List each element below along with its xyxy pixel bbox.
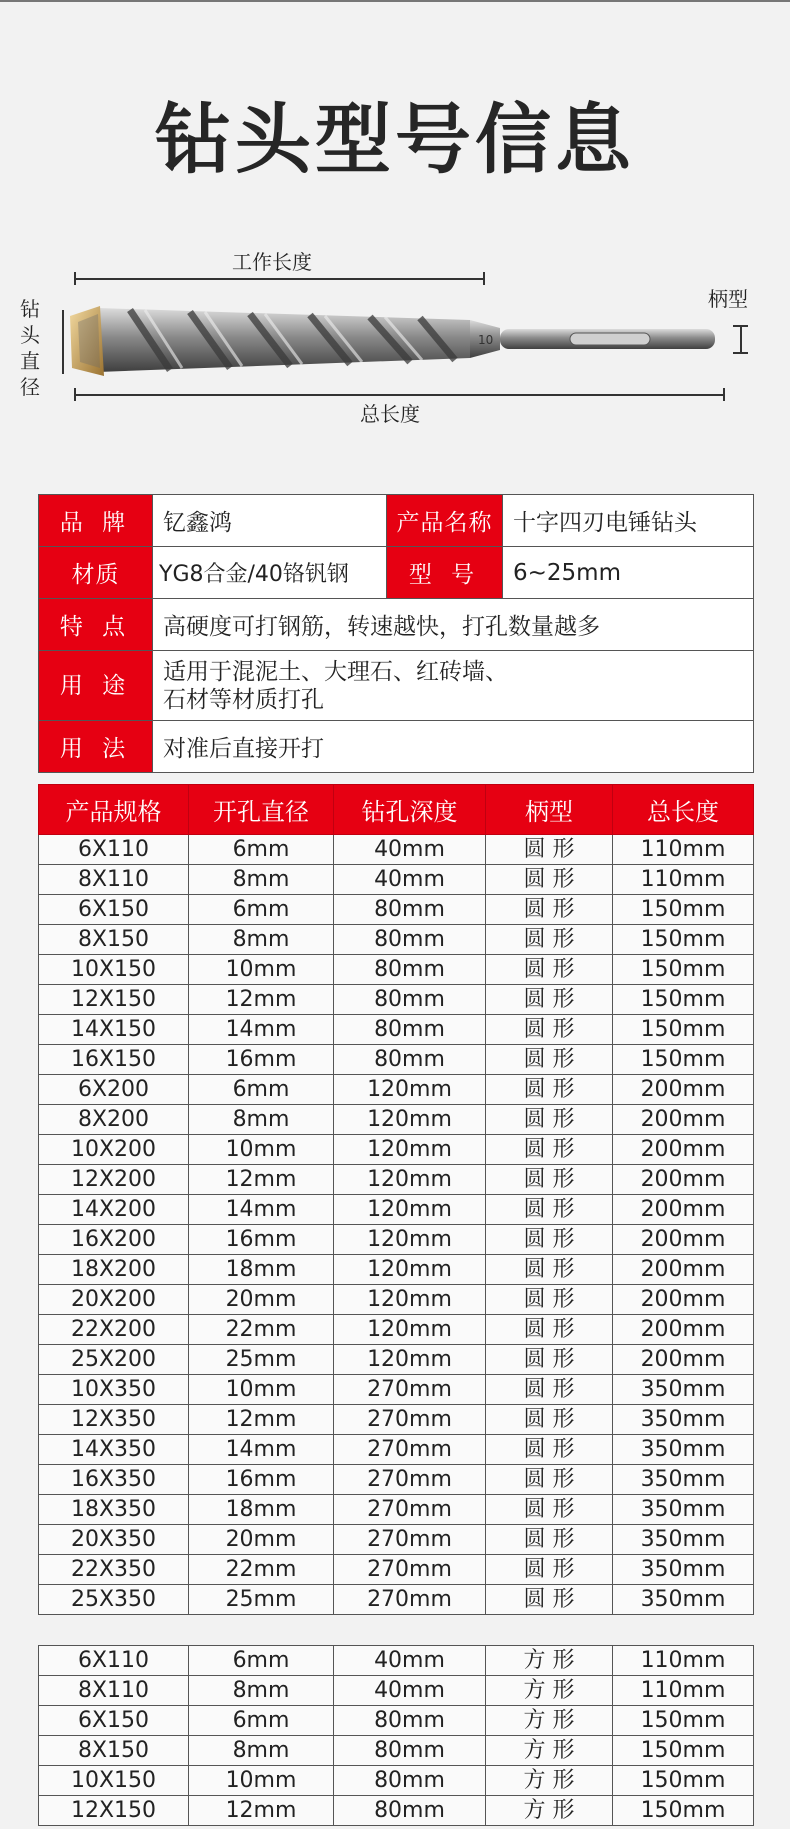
shank-type-cell: 圆 形 — [486, 1225, 613, 1255]
drill-depth-cell: 270mm — [334, 1465, 486, 1495]
hole-diameter-cell: 12mm — [189, 1405, 334, 1435]
drill-depth-cell: 80mm — [334, 955, 486, 985]
shank-type-cell: 圆 形 — [486, 1165, 613, 1195]
spec-cell: 6X150 — [39, 1706, 189, 1736]
table-row — [39, 955, 754, 985]
hole-diameter-cell: 25mm — [189, 1585, 334, 1615]
spec-cell: 8X150 — [39, 925, 189, 955]
spec-cell: 16X150 — [39, 1045, 189, 1075]
shank-type-cell: 圆 形 — [486, 895, 613, 925]
header-shank-type: 柄型 — [486, 785, 613, 835]
total-length-cell: 150mm — [613, 1045, 754, 1075]
total-length-cell: 350mm — [613, 1375, 754, 1405]
drill-depth-cell: 40mm — [334, 865, 486, 895]
hole-diameter-cell: 6mm — [189, 1075, 334, 1105]
table-row — [39, 1555, 754, 1585]
table-row — [39, 1736, 754, 1766]
working-length-tick-right — [483, 272, 485, 285]
total-length-cell: 200mm — [613, 1225, 754, 1255]
total-length-cell: 350mm — [613, 1555, 754, 1585]
table-row — [39, 925, 754, 955]
top-border — [0, 0, 790, 2]
drill-depth-cell: 270mm — [334, 1435, 486, 1465]
shank-type-cell: 圆 形 — [486, 1375, 613, 1405]
spec-cell: 8X200 — [39, 1105, 189, 1135]
hole-diameter-cell: 8mm — [189, 865, 334, 895]
total-length-cell: 200mm — [613, 1345, 754, 1375]
spec-cell: 18X350 — [39, 1495, 189, 1525]
drill-depth-cell: 120mm — [334, 1225, 486, 1255]
total-length-cell: 150mm — [613, 985, 754, 1015]
drill-depth-cell: 120mm — [334, 1195, 486, 1225]
drill-depth-cell: 40mm — [334, 1646, 486, 1676]
spec-cell: 14X150 — [39, 1015, 189, 1045]
total-length-cell: 150mm — [613, 1706, 754, 1736]
spec-cell: 14X200 — [39, 1195, 189, 1225]
drill-depth-cell: 120mm — [334, 1105, 486, 1135]
shank-type-cell: 方 形 — [486, 1766, 613, 1796]
shank-type-cell: 圆 形 — [486, 1405, 613, 1435]
working-length-tick-left — [74, 272, 76, 285]
working-length-line — [74, 278, 484, 280]
spec-cell: 16X200 — [39, 1225, 189, 1255]
table-row — [39, 835, 754, 865]
header-total-length: 总长度 — [613, 785, 754, 835]
total-length-cell: 150mm — [613, 1015, 754, 1045]
spec-cell: 8X110 — [39, 1676, 189, 1706]
hole-diameter-cell: 10mm — [189, 1766, 334, 1796]
hole-diameter-cell: 14mm — [189, 1435, 334, 1465]
spec-cell: 16X350 — [39, 1465, 189, 1495]
hole-diameter-cell: 18mm — [189, 1255, 334, 1285]
header-hole-diameter: 开孔直径 — [189, 785, 334, 835]
shank-type-line — [740, 325, 742, 353]
hole-diameter-cell: 14mm — [189, 1195, 334, 1225]
total-length-cell: 110mm — [613, 1646, 754, 1676]
table-row — [39, 1796, 754, 1826]
shank-type-cell: 圆 形 — [486, 1105, 613, 1135]
hole-diameter-cell: 8mm — [189, 1676, 334, 1706]
total-length-cell: 200mm — [613, 1315, 754, 1345]
hole-diameter-cell: 22mm — [189, 1555, 334, 1585]
table-row — [39, 1676, 754, 1706]
drill-depth-cell: 80mm — [334, 1045, 486, 1075]
shank-type-cell: 圆 形 — [486, 925, 613, 955]
total-length-cell: 150mm — [613, 925, 754, 955]
total-length-cell: 150mm — [613, 1736, 754, 1766]
drill-bit-image — [70, 302, 730, 382]
table-row — [39, 1105, 754, 1135]
drill-depth-cell: 80mm — [334, 985, 486, 1015]
drill-depth-cell: 40mm — [334, 1676, 486, 1706]
drill-depth-cell: 270mm — [334, 1375, 486, 1405]
total-length-cell: 200mm — [613, 1195, 754, 1225]
total-length-cell: 200mm — [613, 1075, 754, 1105]
hole-diameter-cell: 10mm — [189, 1135, 334, 1165]
table-row — [39, 895, 754, 925]
drill-depth-cell: 120mm — [334, 1075, 486, 1105]
product-name-value: 十字四刃电锤钻头 — [503, 495, 754, 547]
drill-depth-cell: 120mm — [334, 1165, 486, 1195]
drill-depth-cell: 120mm — [334, 1345, 486, 1375]
shank-type-cell: 圆 形 — [486, 1255, 613, 1285]
drill-depth-cell: 270mm — [334, 1555, 486, 1585]
total-length-cell: 200mm — [613, 1105, 754, 1135]
total-length-cell: 350mm — [613, 1405, 754, 1435]
total-length-cell: 350mm — [613, 1465, 754, 1495]
total-length-cell: 200mm — [613, 1285, 754, 1315]
shank-type-cell: 圆 形 — [486, 1435, 613, 1465]
drill-depth-cell: 80mm — [334, 1706, 486, 1736]
usage-value — [153, 651, 754, 721]
shank-type-cell: 圆 形 — [486, 1345, 613, 1375]
hole-diameter-cell: 6mm — [189, 1646, 334, 1676]
table-row — [39, 1585, 754, 1615]
table-row — [39, 1465, 754, 1495]
brand-label: 品 牌 — [39, 495, 153, 547]
material-value: YG8合金/40铬钒钢 — [153, 547, 387, 599]
spec-cell: 12X200 — [39, 1165, 189, 1195]
total-length-cell: 150mm — [613, 895, 754, 925]
drill-depth-cell: 80mm — [334, 1736, 486, 1766]
drill-depth-cell: 40mm — [334, 835, 486, 865]
spec-cell: 12X150 — [39, 985, 189, 1015]
shank-type-cell: 圆 形 — [486, 835, 613, 865]
product-name-label: 产品名称 — [387, 495, 503, 547]
spec-cell: 6X150 — [39, 895, 189, 925]
total-length-cell: 110mm — [613, 1676, 754, 1706]
page-title: 钻头型号信息 — [155, 95, 635, 184]
round-shank-spec-table — [38, 784, 754, 1615]
table-row — [39, 1255, 754, 1285]
spec-cell: 6X110 — [39, 1646, 189, 1676]
spec-cell: 20X350 — [39, 1525, 189, 1555]
material-label: 材质 — [39, 547, 153, 599]
model-label: 型 号 — [387, 547, 503, 599]
hole-diameter-cell: 8mm — [189, 1105, 334, 1135]
total-length-cell: 350mm — [613, 1435, 754, 1465]
product-info-table — [38, 494, 754, 773]
shank-type-cell: 方 形 — [486, 1676, 613, 1706]
info-row-usage — [39, 651, 754, 721]
table-row — [39, 1315, 754, 1345]
hole-diameter-cell: 10mm — [189, 955, 334, 985]
table-row — [39, 1045, 754, 1075]
shank-type-tick-bottom — [733, 352, 748, 354]
method-value: 对准后直接开打 — [153, 721, 754, 773]
usage-label: 用 途 — [39, 651, 153, 721]
shank-type-cell: 圆 形 — [486, 865, 613, 895]
drill-depth-cell: 120mm — [334, 1285, 486, 1315]
total-length-cell: 200mm — [613, 1255, 754, 1285]
header-spec: 产品规格 — [39, 785, 189, 835]
shank-type-cell: 圆 形 — [486, 1585, 613, 1615]
table-row — [39, 1375, 754, 1405]
shank-type-cell: 圆 形 — [486, 1555, 613, 1585]
table-row — [39, 1435, 754, 1465]
hole-diameter-cell: 16mm — [189, 1045, 334, 1075]
table-row — [39, 1706, 754, 1736]
total-length-cell: 150mm — [613, 955, 754, 985]
total-length-cell: 350mm — [613, 1525, 754, 1555]
shank-type-cell: 圆 形 — [486, 985, 613, 1015]
hole-diameter-cell: 14mm — [189, 1015, 334, 1045]
table-row — [39, 1525, 754, 1555]
header-drill-depth: 钻孔深度 — [334, 785, 486, 835]
info-row-material — [39, 547, 754, 599]
spec-cell: 6X200 — [39, 1075, 189, 1105]
hole-diameter-cell: 16mm — [189, 1465, 334, 1495]
drill-depth-cell: 80mm — [334, 925, 486, 955]
total-length-line — [74, 394, 724, 396]
drill-depth-cell: 80mm — [334, 895, 486, 925]
spec-cell: 20X200 — [39, 1285, 189, 1315]
total-length-cell: 350mm — [613, 1585, 754, 1615]
working-length-label: 工作长度 — [232, 250, 312, 274]
hole-diameter-cell: 12mm — [189, 1165, 334, 1195]
hole-diameter-cell: 6mm — [189, 895, 334, 925]
usage-value-line-2: 石材等材质打孔 — [163, 686, 324, 713]
table-row — [39, 1135, 754, 1165]
shank-type-cell: 方 形 — [486, 1706, 613, 1736]
hole-diameter-cell: 6mm — [189, 1706, 334, 1736]
total-length-cell: 200mm — [613, 1135, 754, 1165]
hole-diameter-cell: 20mm — [189, 1285, 334, 1315]
shank-type-cell: 圆 形 — [486, 955, 613, 985]
total-length-cell: 200mm — [613, 1165, 754, 1195]
table-row — [39, 1075, 754, 1105]
shank-type-cell: 方 形 — [486, 1646, 613, 1676]
info-row-feature — [39, 599, 754, 651]
drill-depth-cell: 80mm — [334, 1766, 486, 1796]
shank-marking-text: 10 — [478, 333, 494, 347]
spec-cell: 10X150 — [39, 955, 189, 985]
shank-type-cell: 方 形 — [486, 1796, 613, 1826]
drill-depth-cell: 120mm — [334, 1315, 486, 1345]
brand-value: 钇鑫鸿 — [153, 495, 387, 547]
info-row-brand — [39, 495, 754, 547]
spec-cell: 6X110 — [39, 835, 189, 865]
table-row — [39, 1195, 754, 1225]
drill-depth-cell: 270mm — [334, 1405, 486, 1435]
drill-depth-cell: 270mm — [334, 1585, 486, 1615]
total-length-tick-left — [74, 388, 76, 401]
hole-diameter-cell: 16mm — [189, 1225, 334, 1255]
method-label: 用 法 — [39, 721, 153, 773]
shank-type-cell: 圆 形 — [486, 1525, 613, 1555]
shank-type-cell: 圆 形 — [486, 1285, 613, 1315]
shank-type-cell: 方 形 — [486, 1736, 613, 1766]
hole-diameter-cell: 8mm — [189, 925, 334, 955]
table-row — [39, 865, 754, 895]
total-length-cell: 350mm — [613, 1495, 754, 1525]
spec-cell: 8X150 — [39, 1736, 189, 1766]
drill-depth-cell: 120mm — [334, 1135, 486, 1165]
shank-type-cell: 圆 形 — [486, 1045, 613, 1075]
shank-type-cell: 圆 形 — [486, 1135, 613, 1165]
shank-type-cell: 圆 形 — [486, 1465, 613, 1495]
drill-depth-cell: 80mm — [334, 1015, 486, 1045]
spec-cell: 10X150 — [39, 1766, 189, 1796]
total-length-cell: 110mm — [613, 835, 754, 865]
feature-label: 特 点 — [39, 599, 153, 651]
table-row — [39, 1015, 754, 1045]
shank-type-label: 柄型 — [708, 287, 748, 311]
shank-type-cell: 圆 形 — [486, 1015, 613, 1045]
hole-diameter-cell: 22mm — [189, 1315, 334, 1345]
table-row — [39, 1495, 754, 1525]
table-row — [39, 1405, 754, 1435]
table-row — [39, 985, 754, 1015]
spec-cell: 25X200 — [39, 1345, 189, 1375]
hole-diameter-cell: 12mm — [189, 985, 334, 1015]
info-row-method — [39, 721, 754, 773]
table-row — [39, 1646, 754, 1676]
table-row — [39, 1766, 754, 1796]
spec-cell: 10X200 — [39, 1135, 189, 1165]
total-length-label: 总长度 — [360, 402, 420, 426]
shank-type-cell: 圆 形 — [486, 1195, 613, 1225]
hole-diameter-cell: 8mm — [189, 1736, 334, 1766]
drill-depth-cell: 80mm — [334, 1796, 486, 1826]
spec-cell: 18X200 — [39, 1255, 189, 1285]
drill-depth-cell: 270mm — [334, 1495, 486, 1525]
shank-type-cell: 圆 形 — [486, 1315, 613, 1345]
spec-cell: 22X200 — [39, 1315, 189, 1345]
spec-cell: 25X350 — [39, 1585, 189, 1615]
hole-diameter-cell: 25mm — [189, 1345, 334, 1375]
model-value: 6~25mm — [503, 547, 754, 599]
spec-cell: 12X150 — [39, 1796, 189, 1826]
square-shank-spec-table — [38, 1645, 754, 1826]
spec-cell: 22X350 — [39, 1555, 189, 1585]
drill-depth-cell: 270mm — [334, 1525, 486, 1555]
bit-diameter-label: 钻头直径 — [20, 297, 40, 399]
table-row — [39, 1225, 754, 1255]
drill-depth-cell: 120mm — [334, 1255, 486, 1285]
total-length-cell: 150mm — [613, 1796, 754, 1826]
shank-type-cell: 圆 形 — [486, 1075, 613, 1105]
spec-cell: 12X350 — [39, 1405, 189, 1435]
spec-cell: 8X110 — [39, 865, 189, 895]
shank-type-cell: 圆 形 — [486, 1495, 613, 1525]
total-length-cell: 110mm — [613, 865, 754, 895]
table-row — [39, 1285, 754, 1315]
hole-diameter-cell: 6mm — [189, 835, 334, 865]
spec-cell: 10X350 — [39, 1375, 189, 1405]
feature-value: 高硬度可打钢筋，转速越快，打孔数量越多 — [153, 599, 754, 651]
shank-type-tick-top — [733, 325, 748, 327]
spec-cell: 14X350 — [39, 1435, 189, 1465]
table-row — [39, 1165, 754, 1195]
usage-value-line-1: 适用于混泥土、大理石、红砖墙、 — [163, 658, 508, 685]
hole-diameter-cell: 18mm — [189, 1495, 334, 1525]
total-length-cell: 150mm — [613, 1766, 754, 1796]
hole-diameter-cell: 12mm — [189, 1796, 334, 1826]
spec-header-row — [39, 785, 754, 835]
hole-diameter-cell: 20mm — [189, 1525, 334, 1555]
bit-diameter-line — [62, 310, 64, 374]
table-row — [39, 1345, 754, 1375]
total-length-tick-right — [723, 388, 725, 401]
hole-diameter-cell: 10mm — [189, 1375, 334, 1405]
